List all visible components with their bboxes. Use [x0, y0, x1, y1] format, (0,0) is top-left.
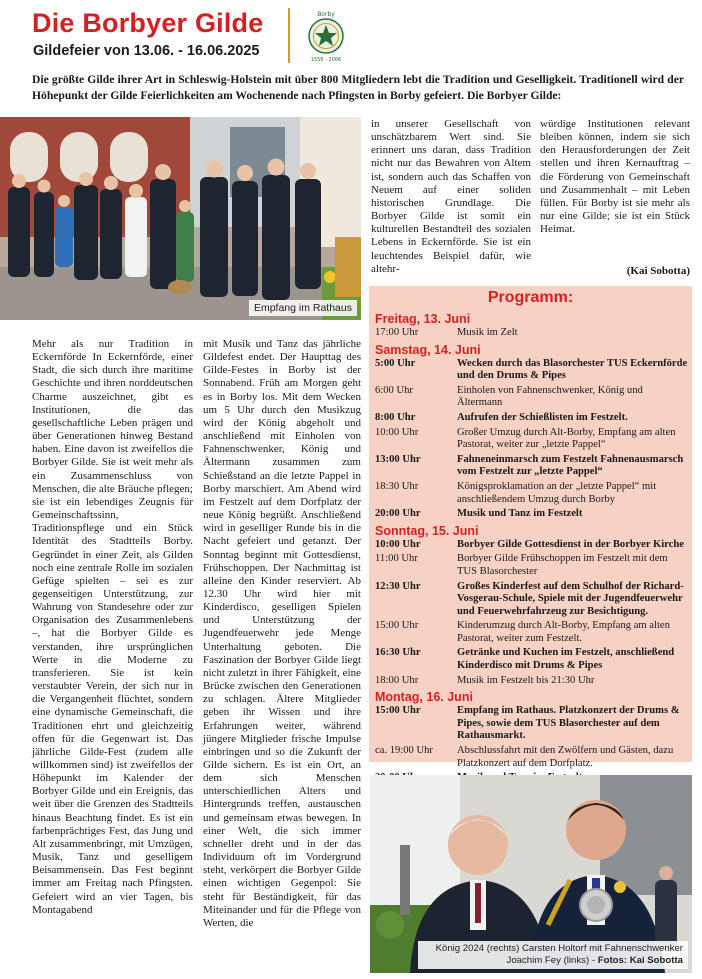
program-event: [369, 705, 692, 743]
photo-caption-2: [418, 941, 688, 969]
program-event: [369, 327, 692, 340]
program-day-heading: Montag, 16. Juni: [375, 690, 473, 705]
program-event-time: 13:00 Uhr: [375, 453, 421, 465]
lead-paragraph: Die größte Gilde ihrer Art in Schleswig-Holstein mit über 800 Mitgliedern lebt die Tradition und Geselligkeit. Traditionell wird der Höhepunkt der Gilde Feierlichkeiten am Wochenende nach Pfingsten in Borby gefeiert. Die Borbyer Gilde:: [32, 73, 684, 102]
program-event: [369, 508, 692, 521]
program-event-text: Abschlussfahrt mit den Zwölfern und Gästen, dazu Platzkonzert auf dem Dorfplatz.: [457, 745, 674, 769]
program-event-text: Einholen von Fahnenschwenker, König und Ältermann: [457, 384, 643, 409]
program-event: [369, 412, 692, 425]
article-column-2: mit Musik und Tanz das jährliche Gildefest endet. Der Haupttag des Gilde-Festes in Borby ist der Sonnabend. Früh am Morgen geht es in Borby los. Mit dem Wecken um 5 Uhr durch den Musikzug wird der König abgeholt und anschließend mit Einholen von Fahnenschwenker, König und Ältermann zusammen zum Schießstand an die letzte Pappel in Borby marschiert. Am Abend wird im Festzelt auf dem Dorfplatz der neue König begrüßt. Anschließend wird in geselliger Runde bis in die Nacht gefeiert und getanzt. Der Sonntag beginnt mit Gottesdienst, Frühschoppen. Der Nachmittag ist alleine den Kinder reserviert. Ab 12.30 Uhr wird hier mit Kinderdisco, geselligen Spielen und Unterstützung der Jugendfeuerwehr jede Menge Unterhaltung geboten. Die Faszination der Borbyer Gilde liegt nicht zuletzt in ihrer Fähigkeit, eine Brücke zwischen den Generationen zu schlagen. Ältere Mitglieder geben ihr Wissen und ihre Erfahrungen weiter, während jüngere Mitglieder frische Impulse einbringen und so die Zukunft der Gilde sichern. Es ist ein Ort, an dem sich Menschen unterschiedlichen Alters und Hintergrunds treffen, austauschen und gemeinsam etwas bewegen. In einer Welt, die sich immer schneller dreht und in der das Individuum oft im Vordergrund steht, verkörpert die Borbyer Gilde einen wichtigen Gegenpol: Sie steht für Beständigkeit, für das Miteinander und für die Pflege von Werten, die: [203, 338, 361, 929]
program-day-heading: Samstag, 14. Juni: [375, 342, 481, 357]
program-event-time: 11:00 Uhr: [375, 553, 418, 565]
program-event-text: Kinderumzug durch Alt-Borby, Empfang am alten Pastorat, weiter zum Festzelt.: [457, 620, 670, 644]
program-event: [369, 481, 692, 506]
program-event-time: 20:00 Uhr: [375, 508, 421, 520]
gilde-logo-icon: [300, 8, 352, 64]
program-event: [369, 539, 692, 552]
program-list: [369, 311, 692, 785]
program-event-text: Empfang im Rathaus. Platzkonzert der Drums & Pipes, sowie dem TUS Blasorchester auf dem Rathausmarkt.: [457, 705, 680, 742]
program-event-text: Großes Kinderfest auf dem Schulhof der Richard-Vosgerau-Schule, Spiele mit der Jugendfeuerwehr und Feuerwehrfahrzeug zur Besichtigung.: [457, 580, 684, 617]
crowd-photo-illustration: [0, 117, 361, 320]
program-event: [369, 385, 692, 410]
program-event-text: Borbyer Gilde Gottesdienst in der Borbyer Kirche: [457, 538, 684, 550]
program-event-text: Königsproklamation an der „letzte Pappel“ mit anschließendem Umzug durch Borby: [457, 480, 657, 505]
program-box: [369, 286, 692, 769]
photo-reception-city-hall: [0, 117, 361, 320]
program-event-time: 10:00 Uhr: [375, 538, 421, 550]
program-event-text: Großer Umzug durch Alt-Borby, Empfang am alten Pastorat, weiter zur „letzte Pappel“: [457, 426, 676, 451]
program-event-time: 18:30 Uhr: [375, 480, 419, 492]
logo-text: Borby: [317, 11, 335, 18]
program-event-text: Musik und Tanz im Festzelt: [457, 508, 583, 520]
program-event-time: 15:00 Uhr: [375, 705, 421, 717]
program-event: [369, 620, 692, 645]
program-event-time: ca. 19:00 Uhr: [375, 745, 433, 757]
program-event: [369, 581, 692, 619]
program-event-text: Musik im Zelt: [457, 327, 518, 338]
logo-years: 1556 - 2006: [310, 57, 342, 63]
program-event-text: Wecken durch das Blasorchester TUS Eckernförde und den Drums & Pipes: [457, 357, 688, 382]
program-event: [369, 358, 692, 383]
program-event: [369, 427, 692, 452]
program-event-time: 16:30 Uhr: [375, 647, 421, 659]
program-event: [369, 675, 692, 688]
header-divider: [288, 8, 290, 63]
program-event: [369, 454, 692, 479]
program-event-text: Borbyer Gilde Frühschoppen im Festzelt mit dem TUS Blasorchester: [457, 553, 668, 577]
program-day-heading: Sonntag, 15. Juni: [375, 523, 479, 538]
program-event-text: Getränke und Kuchen im Festzelt, anschließend Kinderdisco mit Drums & Pipes: [457, 647, 675, 672]
program-event-text: Musik im Festzelt bis 21:30 Uhr: [457, 674, 595, 686]
program-event-time: 10:00 Uhr: [375, 426, 419, 438]
program-event: [369, 647, 692, 672]
program-event: [369, 745, 692, 770]
program-title: Programm:: [487, 289, 574, 306]
program-event-time: 17:00 Uhr: [375, 327, 419, 338]
program-event-time: 5:00 Uhr: [375, 357, 416, 369]
program-event-time: 18:00 Uhr: [375, 674, 419, 686]
program-event-time: 8:00 Uhr: [375, 411, 416, 423]
program-event-time: 12:30 Uhr: [375, 580, 421, 592]
article-column-1: Mehr als nur Tradition in Eckernförde In Eckernförde, einer Stadt, die sich durch ihre maritime Geschichte und ihren norddeutschen Charme auszeichnet, gibt es Institutionen, die das gesellschaftliche Leben prägen und über Generationen hinweg Bestand haben. Eine davon ist zweifellos die Borbyer Gilde. Sie ist weit mehr als ein Zusammenschluss von Menschen, die alte Bräuche pflegen; sie ist ein lebendiges Zeugnis für Gemeinschaftssinn, Traditionspflege und ein Stück Identität des Stadtteils Borby. Gegründet in einer Zeit, als Gilden noch eine zentrale Rolle im sozialen Gefüge spielten – sei es zur gegenseitigen Unterstützung, zur Wahrung von Standesehre oder zur Organisation des Zusammenlebens –, hat die Borbyer Gilde es verstanden, ihre ursprünglichen Werte in die Moderne zu transferieren. Sie ist kein verstaubter Verein, der sich nur in die Vergangenheit flüchtet, sondern eine dynamische Gemeinschaft, die Traditionen ehrt und gleichzeitig offen für die Gegenwart ist. Das jährliche Gilde-Fest (zudem alle willkommen sind) ist zweifellos der Höhepunkt im Kalender der Borbyer Gilde und ein Ereignis, das weit über die Grenzen des Stadtteils hinaus Beachtung findet. Es ist ein farbenprächtiges Fest, das Jung und Alt zusammenbringt, mit Umzügen, Musik, Tanz und geselligem Beisammensein. Das Fest beginnt immer am Freitag nach Pfingsten. Gefeiert wird an vier Tagen, bis Montagabend: [32, 338, 193, 916]
program-event-time: 6:00 Uhr: [375, 384, 413, 396]
photo-credit: Fotos: Kai Sobotta: [597, 955, 683, 966]
photo-caption-2-text: König 2024 (rechts) Carsten Holtorf mit Fahnenschwenker Joachim Fey (links) -: [435, 943, 683, 966]
article-header: [30, 6, 690, 66]
program-event-text: Aufrufen der Schießlisten im Festzelt.: [457, 411, 628, 423]
program-event-time: 15:00 Uhr: [375, 620, 419, 632]
program-day-heading: Freitag, 13. Juni: [375, 312, 471, 326]
program-event: [369, 553, 692, 578]
program-event-text: Fahneneinmarsch zum Festzelt Fahnenausmarsch vom Festzelt zur „letzte Pappel“: [457, 453, 684, 478]
article-author: (Kai Sobotta): [626, 265, 690, 277]
photo-caption: Empfang im Rathaus: [249, 300, 357, 316]
article-subtitle: Gildefeier von 13.06. - 16.06.2025: [33, 43, 260, 59]
article-title: Die Borbyer Gilde: [32, 8, 264, 38]
photo-king-and-flag-bearer: [370, 775, 692, 973]
article-column-4: würdige Institutionen relevant bleiben können, indem sie sich den Herausforderungen der Zeit stellen und ihren Kernauftrag – die Förderung von Gemeinschaft und Zusammenhalt – mit Leben füllen. Für Borby ist sie mehr als nur eine Gilde; sie ist ein Stück Heimat.: [540, 118, 690, 236]
article-column-3: in unserer Gesellschaft von unschätzbarem Wert sind. Sie erinnert uns daran, dass Tradition nicht nur das Bewahren von Altem ist, sondern auch das Schaffen von Neuem auf einer soliden historischen Grundlage. Die Borbyer Gilde ist somit ein kulturellen Bestandteil des sozialen Lebens in Eckernförde. Sie ist ein leuchtendes Beispiel dafür, wie altehr-: [371, 118, 531, 275]
